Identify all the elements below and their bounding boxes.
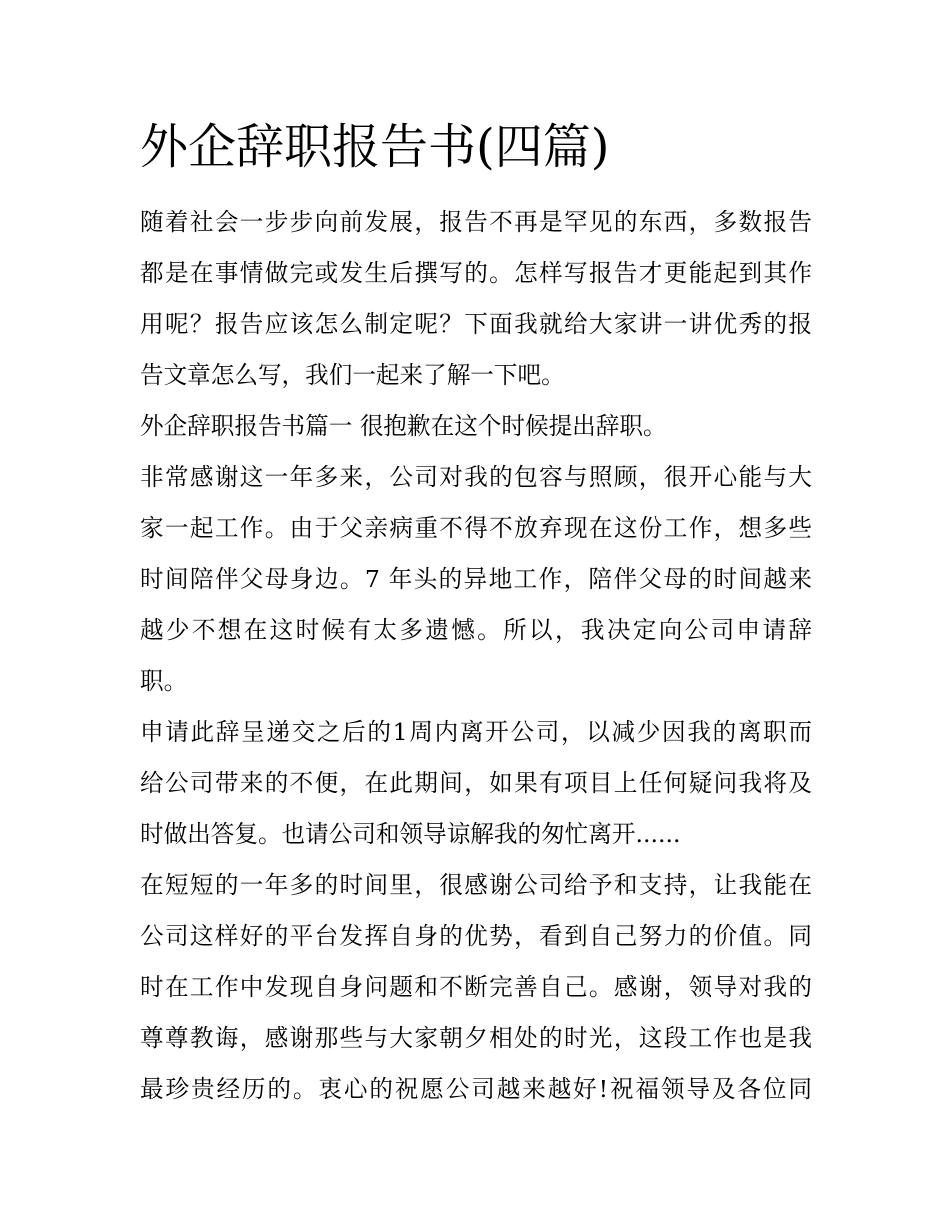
paragraph-line: 申请此辞呈递交之后的1周内离开公司，以减少因我的离职而 [140, 718, 812, 746]
section-heading-paragraph [140, 401, 812, 452]
paragraph-line: 随着社会一步步向前发展，报告不再是罕见的东西，多数报告 [140, 208, 812, 236]
paragraph-line: 家一起工作。由于父亲病重不得不放弃现在这份工作，想多些 [140, 514, 812, 542]
paragraph-line: 告文章怎么写，我们一起来了解一下吧。 [140, 361, 565, 389]
paragraph-line: 越少不想在这时候有太多遗憾。所以，我决定向公司申请辞 [140, 616, 812, 644]
paragraph-line: 在短短的一年多的时间里，很感谢公司给予和支持，让我能在 [140, 871, 812, 899]
body-paragraph [140, 860, 812, 1115]
paragraph-line: 公司这样好的平台发挥自身的优势，看到自己努力的价值。同 [140, 922, 812, 950]
intro-paragraph [140, 197, 812, 401]
paragraph-line: 非常感谢这一年多来，公司对我的包容与照顾，很开心能与大 [140, 463, 812, 491]
paragraph-line: 尊尊教诲，感谢那些与大家朝夕相处的时光，这段工作也是我 [140, 1024, 812, 1052]
paragraph-line: 给公司带来的不便，在此期间，如果有项目上任何疑问我将及 [140, 769, 812, 797]
body-paragraph [140, 707, 812, 860]
document-title: 外企辞职报告书(四篇) [140, 119, 610, 175]
paragraph-line: 职。 [140, 667, 188, 695]
body-paragraph [140, 452, 812, 707]
paragraph-line: 时间陪伴父母身边。7 年头的异地工作，陪伴父母的时间越来 [140, 565, 812, 593]
paragraph-line: 都是在事情做完或发生后撰写的。怎样写报告才更能起到其作 [140, 259, 812, 287]
paragraph-line: 用呢？报告应该怎么制定呢？下面我就给大家讲一讲优秀的报 [140, 310, 812, 338]
paragraph-line: 最珍贵经历的。衷心的祝愿公司越来越好!祝福领导及各位同 [140, 1075, 812, 1103]
paragraph-line: 时做出答复。也请公司和领导谅解我的匆忙离开...... [140, 820, 681, 848]
paragraph-line: 外企辞职报告书篇一 很抱歉在这个时候提出辞职。 [140, 412, 667, 440]
paragraph-line: 时在工作中发现自身问题和不断完善自己。感谢，领导对我的 [140, 973, 812, 1001]
